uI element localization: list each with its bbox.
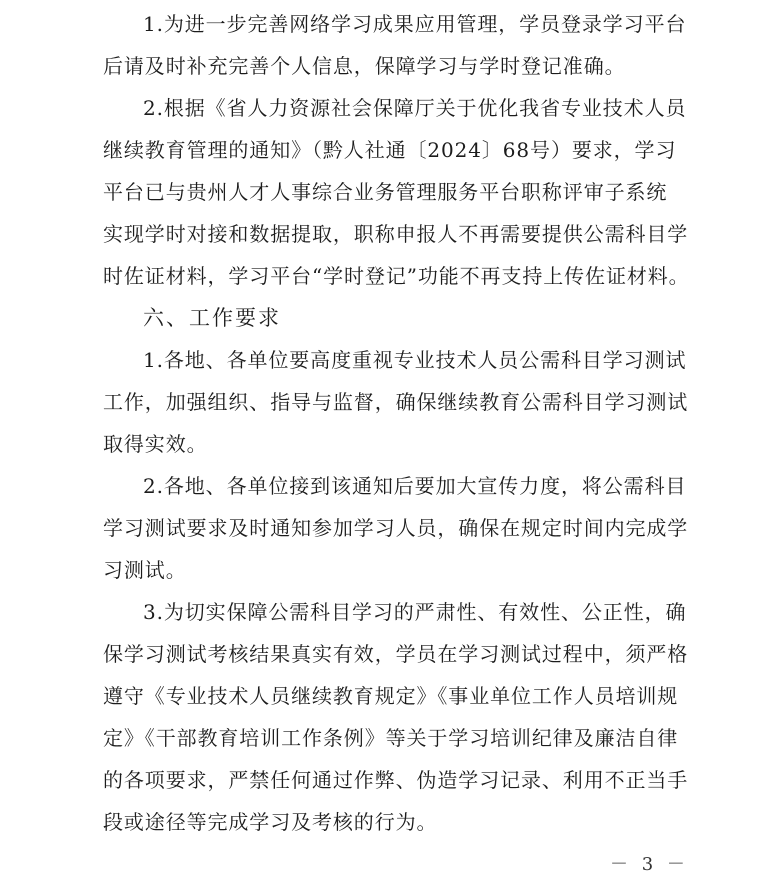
paragraph-5-line-2: 保学习测试考核结果真实有效，学员在学习测试过程中，须严格 [103, 642, 689, 666]
paragraph-3-line-1: 1.各地、各单位要高度重视专业技术人员公需科目学习测试 [143, 348, 687, 372]
paragraph-3-line-3: 取得实效。 [103, 432, 208, 456]
paragraph-4-line-3: 习测试。 [103, 558, 187, 582]
paragraph-5-line-6: 段或途径等完成学习及考核的行为。 [103, 810, 438, 834]
section-heading: 六、工作要求 [143, 306, 281, 330]
paragraph-3-line-2: 工作，加强组织、指导与监督，确保继续教育公需科目学习测试 [103, 390, 689, 414]
paragraph-5-line-1: 3.为切实保障公需科目学习的严肃性、有效性、公正性，确 [143, 600, 687, 624]
paragraph-2-line-1: 2.根据《省人力资源社会保障厅关于优化我省专业技术人员 [143, 96, 687, 120]
paragraph-5-line-3: 遵守《专业技术人员继续教育规定》《事业单位工作人员培训规 [103, 684, 679, 708]
paragraph-2-line-5: 时佐证材料，学习平台“学时登记”功能不再支持上传佐证材料。 [103, 264, 690, 288]
paragraph-1-line-2: 后请及时补充完善个人信息，保障学习与学时登记准确。 [103, 54, 626, 78]
paragraph-2-line-2: 继续教育管理的通知》（黔人社通〔2024〕68号）要求，学习 [103, 138, 677, 162]
paragraph-4-line-2: 学习测试要求及时通知参加学习人员，确保在规定时间内完成学 [103, 516, 689, 540]
paragraph-5-line-4: 定》《干部教育培训工作条例》等关于学习培训纪律及廉洁自律 [103, 726, 679, 750]
paragraph-1-line-1: 1.为进一步完善网络学习成果应用管理，学员登录学习平台 [143, 12, 687, 36]
paragraph-2-line-4: 实现学时对接和数据提取，职称申报人不再需要提供公需科目学 [103, 222, 689, 246]
paragraph-2-line-3: 平台已与贵州人才人事综合业务管理服务平台职称评审子系统 [103, 180, 668, 204]
paragraph-4-line-1: 2.各地、各单位接到该通知后要加大宣传力度，将公需科目 [143, 474, 687, 498]
page-number: － 3 － [610, 854, 689, 875]
paragraph-5-line-5: 的各项要求，严禁任何通过作弊、伪造学习记录、利用不正当手 [103, 768, 689, 792]
